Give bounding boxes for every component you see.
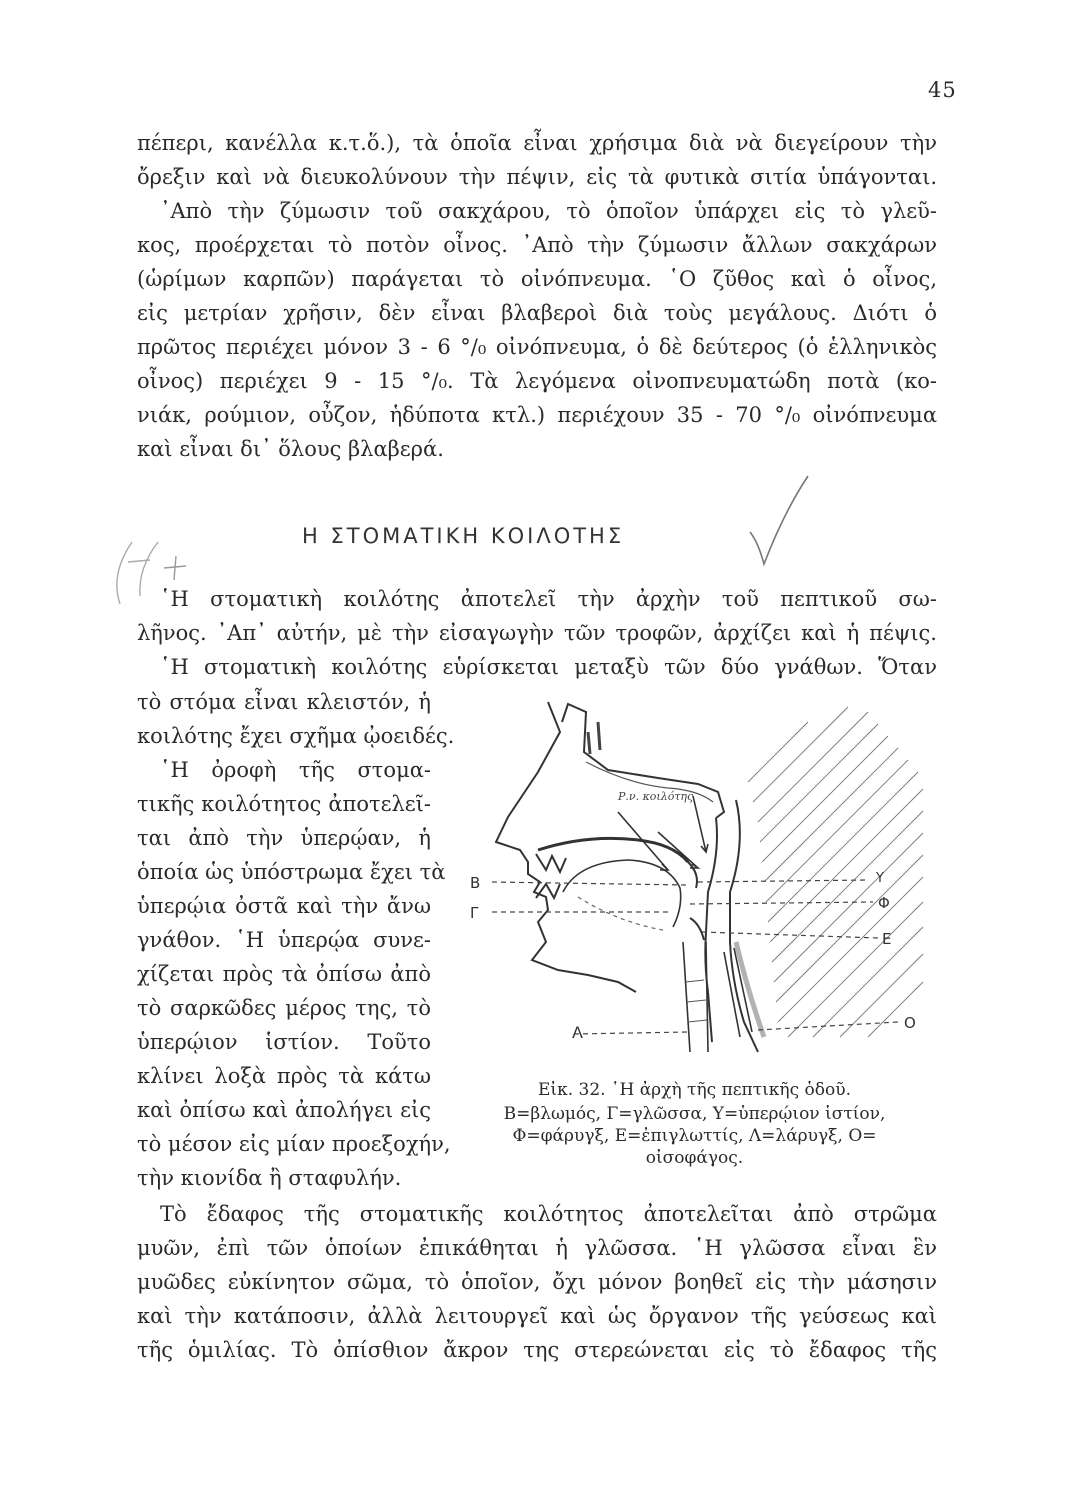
text-line: τὸ μέσον εἰς μίαν προεξοχήν,: [137, 1132, 451, 1156]
larynx: [683, 942, 708, 1052]
check-mark-annotation: [744, 472, 814, 572]
text-line: εἰς μετρίαν χρῆσιν, δὲν εἶναι βλαβεροὶ διὰ τοὺς μεγάλους. Διότι ὁ: [137, 301, 937, 325]
text-line: κοιλότης ἔχει σχῆμα ᾠοειδές.: [137, 724, 455, 748]
text-line: ὁποία ὡς ὑπόστρωμα ἔχει τὰ: [137, 860, 446, 884]
label-f: Φ: [878, 894, 890, 912]
text-line: τικῆς κοιλότητος ἀποτελεῖ-: [137, 792, 431, 816]
text-line: τὸ στόμα εἶναι κλειστόν, ἡ: [137, 690, 431, 714]
text-line: καὶ τὴν κατάποσιν, ἀλλὰ λειτουργεῖ καὶ ὡς ὄργανον τῆς γεύσεως καὶ: [137, 1304, 937, 1328]
text-line: (ὡρίμων καρπῶν) παράγεται τὸ οἰνόπνευμα. ῾Ο ζῦθος καὶ ὁ οἶνος,: [137, 267, 937, 291]
figure-caption-line: οἰσοφάγος.: [645, 1148, 744, 1168]
text-line: ὑπερῴια ὀστᾶ καὶ τὴν ἄνω: [137, 894, 431, 918]
figure-caption-line: Β=βλωμός, Γ=γλῶσσα, Υ=ὑπερῴιον ἱστίον,: [503, 1104, 886, 1124]
text-line: τὸ σαρκῶδες μέρος της, τὸ: [137, 996, 431, 1020]
face-outline: [496, 702, 636, 992]
text-line: πρῶτος περιέχει μόνον 3 - 6 °/₀ οἰνόπνευμα, ὁ δὲ δεύτερος (ὁ ἑλληνικὸς: [137, 335, 937, 359]
label-y: Υ: [876, 871, 884, 886]
text-line: Τὸ ἔδαφος τῆς στοματικῆς κοιλότητος ἀποτελεῖται ἀπὸ στρῶμα: [160, 1202, 937, 1226]
text-line: τὴν κιονίδα ἢ σταφυλήν.: [137, 1166, 402, 1190]
figure-caption-title: Εἰκ. 32. ῾Η ἀρχὴ τῆς πεπτικῆς ὁδοῦ.: [538, 1080, 851, 1100]
text-line: γνάθον. ῾Η ὑπερῴα συνε-: [137, 928, 431, 952]
figure-caption-line: Φ=φάρυγξ, Ε=ἐπιγλωττίς, Λ=λάρυγξ, Ο=: [512, 1126, 877, 1146]
text-line: λῆνος. ᾿Απ᾿ αὐτήν, μὲ τὴν εἰσαγωγὴν τῶν τροφῶν, ἀρχίζει καὶ ἡ πέψις.: [137, 621, 937, 645]
text-line: χίζεται πρὸς τὰ ὀπίσω ἀπὸ: [137, 962, 431, 986]
label-g: Γ: [470, 904, 479, 922]
text-line: ὑπερῴιον ἱστίον. Τοῦτο: [137, 1030, 431, 1054]
text-line: μυῶδες εὐκίνητον σῶμα, τὸ ὁποῖον, ὄχι μόνον βοηθεῖ εἰς τὴν μάσησιν: [137, 1270, 937, 1294]
text-line: ὄρεξιν καὶ νὰ διευκολύνουν τὴν πέψιν, εἰς τὰ φυτικὰ σιτία ὑπάγονται.: [137, 165, 937, 189]
text-line: καὶ ὀπίσω καὶ ἀπολήγει εἰς: [137, 1098, 431, 1122]
text-line: ῾Η στοματικὴ κοιλότης εὑρίσκεται μεταξὺ τῶν δύο γνάθων. Ὅταν: [160, 655, 937, 679]
label-cavity: Ρ.ν. κοιλότης: [618, 790, 694, 803]
text-line: πέπερι, κανέλλα κ.τ.ὅ.), τὰ ὁποῖα εἶναι χρήσιμα διὰ νὰ διεγείρουν τὴν: [137, 131, 937, 155]
section-heading: Η ΣΤΟΜΑΤΙΚΗ ΚΟΙΛΟΤΗΣ: [302, 524, 625, 548]
digestive-tract-figure: [468, 692, 928, 1086]
text-line: ῾Η στοματικὴ κοιλότης ἀποτελεῖ τὴν ἀρχὴν τοῦ πεπτικοῦ σω-: [160, 587, 937, 611]
label-o: Ο: [904, 1014, 916, 1032]
label-b: Β: [470, 874, 481, 892]
label-l: Λ: [572, 1023, 583, 1042]
text-line: τῆς ὁμιλίας. Τὸ ὀπίσθιον ἄκρον της στερεώνεται εἰς τὸ ἔδαφος τῆς: [137, 1338, 937, 1362]
palate: [538, 838, 688, 862]
text-line: οἶνος) περιέχει 9 - 15 °/₀. Τὰ λεγόμενα οἰνοπνευματώδη ποτὰ (κο-: [137, 369, 937, 393]
text-line: κος, προέρχεται τὸ ποτὸν οἶνος. ᾿Απὸ τὴν ζύμωσιν ἄλλων σακχάρων: [137, 233, 937, 257]
text-line: καὶ εἶναι δι᾿ ὅλους βλαβερά.: [137, 437, 444, 461]
text-line: κλίνει λοξὰ πρὸς τὰ κάτω: [137, 1064, 431, 1088]
text-line: μυῶν, ἐπὶ τῶν ὁποίων ἐπικάθηται ἡ γλῶσσα. ῾Η γλῶσσα εἶναι ἓν: [137, 1236, 937, 1260]
page-number: 45: [928, 78, 957, 102]
text-line: ται ἀπὸ τὴν ὑπερῴαν, ἡ: [137, 826, 431, 850]
text-line: ῾Η ὀροφὴ τῆς στομα-: [160, 758, 431, 782]
text-line: ᾿Απὸ τὴν ζύμωσιν τοῦ σακχάρου, τὸ ὁποῖον ὑπάρχει εἰς τὸ γλεῦ-: [160, 199, 937, 223]
neck-hatching: [748, 707, 923, 1037]
label-e: Ε: [882, 930, 892, 948]
text-line: νιάκ, ρούμιον, οὖζον, ἡδύποτα κτλ.) περιέχουν 35 - 70 °/₀ οἰνόπνευμα: [137, 403, 937, 427]
